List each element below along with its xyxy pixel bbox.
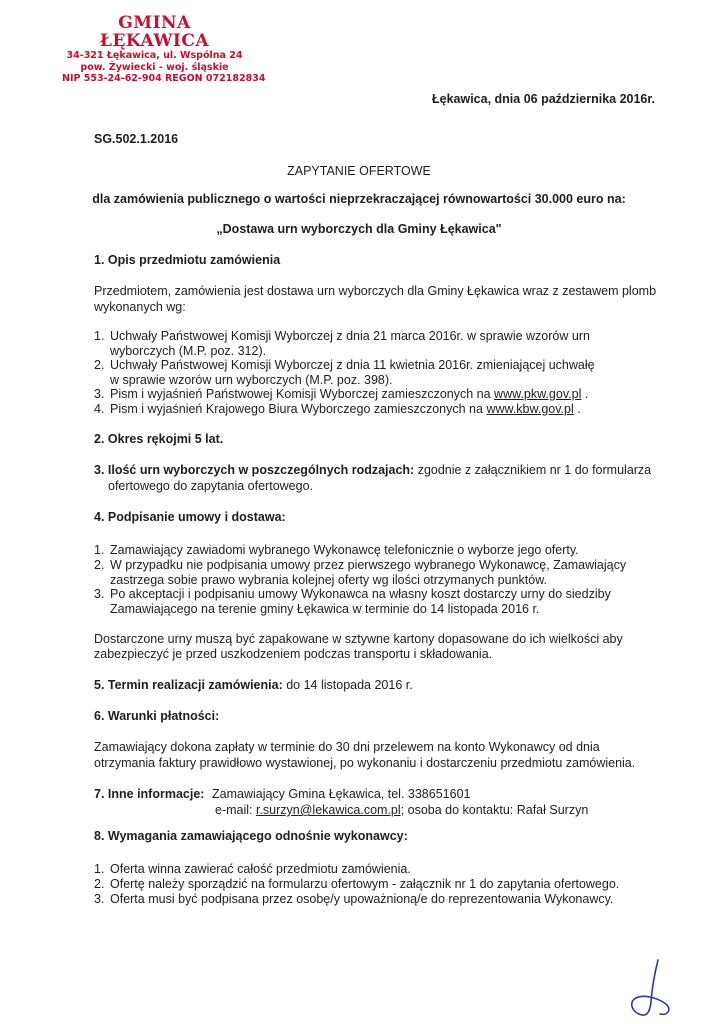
list-number: 1.	[94, 329, 105, 343]
section-3-text-1: zgodnie z załącznikiem nr 1 do formularza	[414, 463, 652, 477]
list-number: 2.	[94, 358, 105, 372]
list-text-cont: w sprawie wzorów urn wyborczych (M.P. poz. 398).	[110, 373, 393, 387]
list-text-cont: zastrzega sobie prawo wybrania kolejnej oferty wg ilości otrzymanych punktów.	[110, 573, 548, 587]
list-number: 1.	[94, 862, 105, 876]
kbw-link[interactable]: www.kbw.gov.pl	[486, 402, 574, 416]
section-5-heading: 5. Termin realizacji zamówienia:	[94, 678, 283, 692]
section-4-note: Dostarczone urny muszą być zapakowane w sztywne kartony dopasowane do ich wielkości aby	[94, 632, 623, 646]
list-text: Zamawiający zawiadomi wybranego Wykonawcę telefonicznie o wyborze jego oferty.	[110, 543, 579, 557]
section-7-heading: 7. Inne informacje:	[94, 787, 205, 801]
stamp-title: GMINA ŁĘKAWICA	[99, 13, 210, 51]
list-number: 3.	[94, 387, 105, 401]
list-text: Ofertę należy sporządzić na formularzu ofertowym - załącznik nr 1 do zapytania ofertowego.	[110, 877, 620, 891]
reference-number: SG.502.1.2016	[94, 132, 179, 146]
pkw-link[interactable]: www.pkw.gov.pl	[494, 387, 582, 401]
section-3-text	[94, 463, 651, 477]
section-7-email-line	[215, 803, 588, 817]
section-1-intro: Przedmiotem, zamówienia jest dostawa urn wyborczych dla Gminy Łękawica wraz z zestawem plomb	[94, 284, 657, 298]
stamp-ids: NIP 553-24-62-904 REGON 072182834	[62, 73, 266, 84]
section-6-text-cont: otrzymania faktury prawidłowo wystawionej, po wykonaniu i dostarczeniu przedmiotu zamówienia.	[94, 756, 636, 770]
list-number: 2.	[94, 558, 105, 572]
list-number: 3.	[94, 892, 105, 906]
list-text: Oferta musi być podpisana przez osobę/y upoważnioną/e do reprezentowania Wykonawcy.	[110, 892, 614, 906]
list-number: 4.	[94, 402, 105, 416]
section-2-heading: 2. Okres rękojmi 5 lat.	[94, 432, 224, 446]
list-text	[110, 387, 588, 401]
list-number: 1.	[94, 543, 105, 557]
section-3-text-cont: ofertowego do zapytania ofertowego.	[108, 479, 313, 493]
office-stamp	[62, 13, 266, 85]
list-text-pre: Pism i wyjaśnień Państwowej Komisji Wyborczej zamieszczonych na	[110, 387, 495, 401]
document-subtitle: dla zamówienia publicznego o wartości nieprzekraczającej równowartości 30.000 euro na:	[92, 192, 626, 206]
section-5-text	[94, 678, 413, 692]
list-text: Po akceptacji i podpisaniu umowy Wykonawca na własny koszt dostarczy urny do siedziby	[110, 587, 611, 601]
list-text	[110, 402, 581, 416]
contact-person: ; osoba do kontaktu: Rafał Surzyn	[400, 803, 589, 817]
list-number: 3.	[94, 587, 105, 601]
section-4-heading: 4. Podpisanie umowy i dostawa:	[94, 510, 286, 524]
list-text: Uchwały Państwowej Komisji Wyborczej z dnia 21 marca 2016r. w sprawie wzorów urn	[110, 329, 590, 343]
list-text: Uchwały Państwowej Komisji Wyborczej z dnia 11 kwietnia 2016r. zmieniającej uchwałę	[110, 358, 595, 372]
section-5-deadline: do 14 listopada 2016 r.	[282, 678, 413, 692]
section-7-contact-line: Zamawiający Gmina Łękawica, tel. 338651601	[212, 787, 471, 801]
section-6-heading: 6. Warunki płatności:	[94, 709, 220, 723]
stamp-district: pow. Żywiecki - woj. śląskie	[80, 61, 229, 73]
list-text-post: .	[573, 402, 581, 416]
document-title: ZAPYTANIE OFERTOWE	[287, 164, 431, 178]
section-3-heading: 3. Ilość urn wyborczych w poszczególnych rodzajach:	[94, 463, 415, 477]
list-text: W przypadku nie podpisania umowy przez pierwszego wybranego Wykonawcę, Zamawiający	[110, 558, 627, 572]
section-8-heading: 8. Wymagania zamawiającego odnośnie wykonawcy:	[94, 829, 408, 843]
list-text-post: .	[581, 387, 589, 401]
section-1-intro-cont: wykonanych wg:	[94, 300, 186, 314]
list-text: Oferta winna zawierać całość przedmiotu zamówienia.	[110, 862, 411, 876]
list-text-pre: Pism i wyjaśnień Krajowego Biura Wyborczego zamieszczonych na	[110, 402, 487, 416]
order-subject: „Dostawa urn wyborczych dla Gminy Łękawica"	[216, 222, 502, 236]
section-1-heading: 1. Opis przedmiotu zamówienia	[94, 253, 281, 267]
stamp-address: 34-321 Łękawica, ul. Wspólna 24	[66, 50, 243, 61]
signature-mark	[618, 958, 688, 1020]
list-text-cont: wyborczych (M.P. poz. 312).	[110, 344, 267, 358]
list-number: 2.	[94, 877, 105, 891]
section-6-text: Zamawiający dokona zapłaty w terminie do 30 dni przelewem na konto Wykonawcy od dnia	[94, 740, 600, 754]
email-label: e-mail:	[215, 803, 256, 817]
place-date: Łękawica, dnia 06 października 2016r.	[432, 92, 656, 106]
list-text-cont: Zamawiającego na terenie gminy Łękawica w terminie do 14 listopada 2016 r.	[110, 602, 540, 616]
email-link[interactable]: r.surzyn@lekawica.com.pl	[255, 803, 401, 817]
section-4-note-cont: zabezpieczyć je przed uszkodzeniem podczas transportu i składowania.	[94, 647, 493, 661]
